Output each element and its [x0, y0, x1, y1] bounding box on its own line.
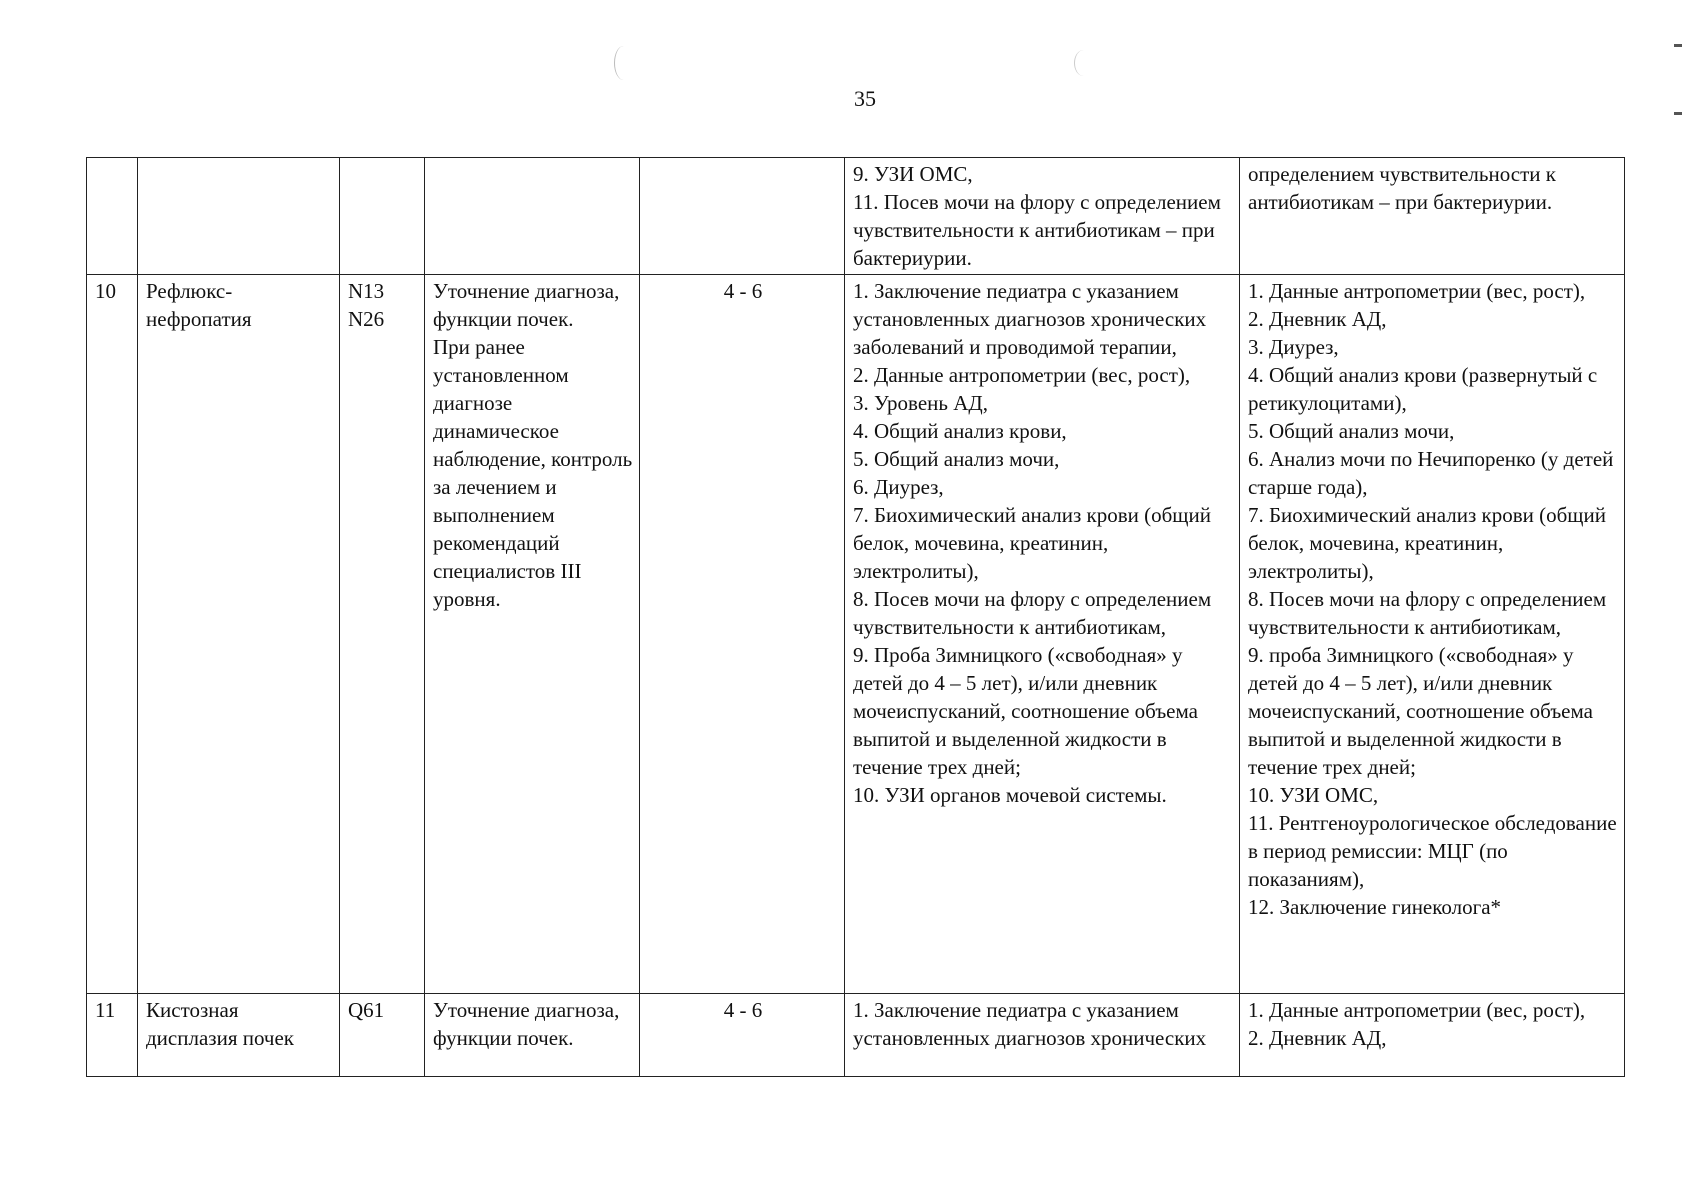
scan-mark-top [1674, 44, 1682, 47]
requirements-table [86, 157, 1625, 1077]
table-row-10 [87, 275, 1625, 994]
scan-mark-bottom [1674, 112, 1682, 115]
page-number: 35 [854, 86, 876, 111]
cell-number [87, 158, 138, 275]
cell-frequency: 4 - 6 [640, 994, 845, 1077]
cell-level3-requirements: 1. Данные антропометрии (вес, рост), 2. Дневник АД, [1240, 994, 1625, 1077]
cell-level2-requirements: 1. Заключение педиатра с указанием установленных диагнозов хронических [845, 994, 1240, 1077]
cell-disease-name: Рефлюкс- нефропатия [138, 275, 340, 994]
table-row-continuation [87, 158, 1625, 275]
cell-icd-code: N13 N26 [340, 275, 425, 994]
cell-goal: Уточнение диагноза, функции почек. [425, 994, 640, 1077]
cell-icd-code [340, 158, 425, 275]
cell-disease-name: Кистозная дисплазия почек [138, 994, 340, 1077]
cell-level2-requirements: 9. УЗИ ОМС, 11. Посев мочи на флору с определением чувствительности к антибиотикам – при бактериурии. [845, 158, 1240, 275]
cell-level2-requirements: 1. Заключение педиатра с указанием установленных диагнозов хронических заболеваний и проводимой терапии, 2. Данные антропометрии (вес, рост), 3. Уровень АД, 4. Общий анализ крови, 5. Общий анализ мочи, 6. Диурез, 7. Биохимический анализ крови (общий белок, мочевина, креатинин, электролиты), 8. Посев мочи на флору с определением чувствительности к антибиотикам, 9. Проба Зимницкого («свободная» у детей до 4 – 5 лет), и/или дневник мочеиспусканий, соотношение объема выпитой и выделенной жидкости в течение трех дней; 10. УЗИ органов мочевой системы. [845, 275, 1240, 994]
cell-icd-code: Q61 [340, 994, 425, 1077]
cell-disease-name [138, 158, 340, 275]
cell-frequency: 4 - 6 [640, 275, 845, 994]
scan-artifact-right [1074, 50, 1093, 76]
scan-artifact-left [614, 46, 633, 80]
cell-number: 11 [87, 994, 138, 1077]
table-row-11 [87, 994, 1625, 1077]
cell-goal: Уточнение диагноза, функции почек. При ранее установленном диагнозе динамическое наблюдение, контроль за лечением и выполнением рекомендаций специалистов III уровня. [425, 275, 640, 994]
cell-frequency [640, 158, 845, 275]
cell-goal [425, 158, 640, 275]
cell-level3-requirements: 1. Данные антропометрии (вес, рост), 2. Дневник АД, 3. Диурез, 4. Общий анализ крови (развернутый с ретикулоцитами), 5. Общий анализ мочи, 6. Анализ мочи по Нечипоренко (у детей старше года), 7. Биохимический анализ крови (общий белок, мочевина, креатинин, электролиты), 8. Посев мочи на флору с определением чувствительности к антибиотикам, 9. проба Зимницкого («свободная» у детей до 4 – 5 лет), и/или дневник мочеиспусканий, соотношение объема выпитой и выделенной жидкости в течение трех дней; 10. УЗИ ОМС, 11. Рентгеноурологическое обследование в период ремиссии: МЦГ (по показаниям), 12. Заключение гинеколога* [1240, 275, 1625, 994]
cell-level3-requirements: определением чувствительности к антибиотикам – при бактериурии. [1240, 158, 1625, 275]
cell-number: 10 [87, 275, 138, 994]
